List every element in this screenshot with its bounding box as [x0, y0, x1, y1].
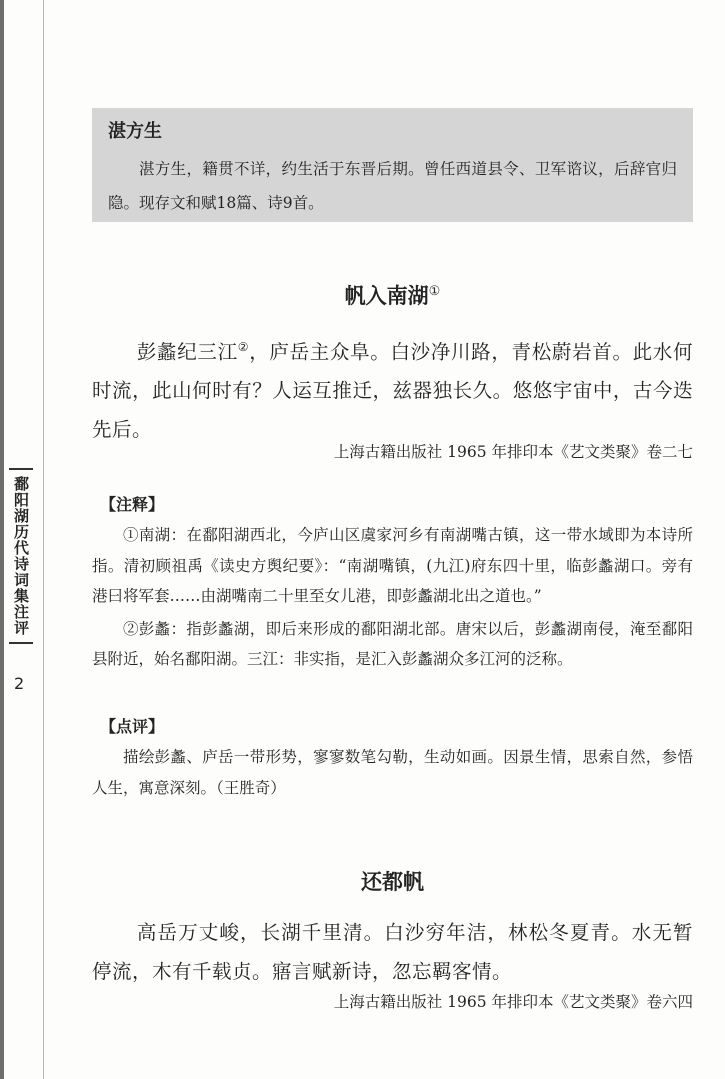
poem-body: 高岳万丈峻，长湖千里清。白沙穷年洁，林松冬夏青。水无暂停流，木有千载贞。寤言赋新诗，忽忘羁客情。 [92, 921, 693, 983]
notes-section [92, 520, 693, 675]
page-edge [0, 0, 4, 1079]
commentary-section [92, 742, 693, 803]
note-item: ②彭蠡：指彭蠡湖，即后来形成的鄱阳湖北部。唐宋以后，彭蠡湖南侵，淹至鄱阳县附近，始名鄱阳湖。三江：非实指，是汇入彭蠡湖众多江河的泛称。 [92, 619, 693, 668]
footnote-ref: ① [428, 284, 441, 299]
commentary-text: 描绘彭蠡、庐岳一带形势，寥寥数笔勾勒，生动如画。因景生情，思索自然，参悟人生，寓意深刻。（王胜奇） [92, 748, 693, 797]
poem-title-text: 帆入南湖 [344, 284, 429, 308]
poem-source: 上海古籍出版社 1965 年排印本《艺文类聚》卷二七 [333, 443, 693, 461]
footnote-ref: ② [237, 340, 250, 354]
poem-title: 还都帆 [361, 870, 424, 894]
note-item: ①南湖：在鄱阳湖西北，今庐山区虞家河乡有南湖嘴古镇，这一带水域即为本诗所指。清初顾祖禹《读史方舆纪要》：“南湖嘴镇，(九江)府东四十里，临彭蠡湖口。旁有港曰将军套……由湖嘴南二十里至女儿港，即彭蠡湖北出之道也。” [92, 526, 693, 605]
poem-body-text: 彭蠡纪三江 [136, 340, 238, 364]
author-bio-box [92, 108, 693, 222]
margin-rule [43, 0, 44, 1079]
author-bio-text: 湛方生，籍贯不详，约生活于东晋后期。曾任西道县令、卫军谘议，后辞官归隐。现存文和赋18篇、诗9首。 [108, 160, 677, 212]
running-book-title: 鄱阳湖历代诗词集注评 [9, 468, 33, 644]
author-name: 湛方生 [108, 121, 162, 142]
poem-source: 上海古籍出版社 1965 年排印本《艺文类聚》卷六四 [333, 993, 693, 1011]
poem-body [92, 328, 693, 449]
commentary-heading: 【点评】 [100, 717, 165, 736]
page-number: 2 [14, 674, 25, 693]
notes-heading: 【注释】 [100, 495, 165, 514]
poem-body-text: ，庐岳主众阜。白沙净川路，青松蔚岩首。此水何时流，此山何时有？人运互推迁，兹器独长久。悠悠宇宙中，古今迭先后。 [92, 340, 693, 441]
poem-title [92, 280, 693, 310]
